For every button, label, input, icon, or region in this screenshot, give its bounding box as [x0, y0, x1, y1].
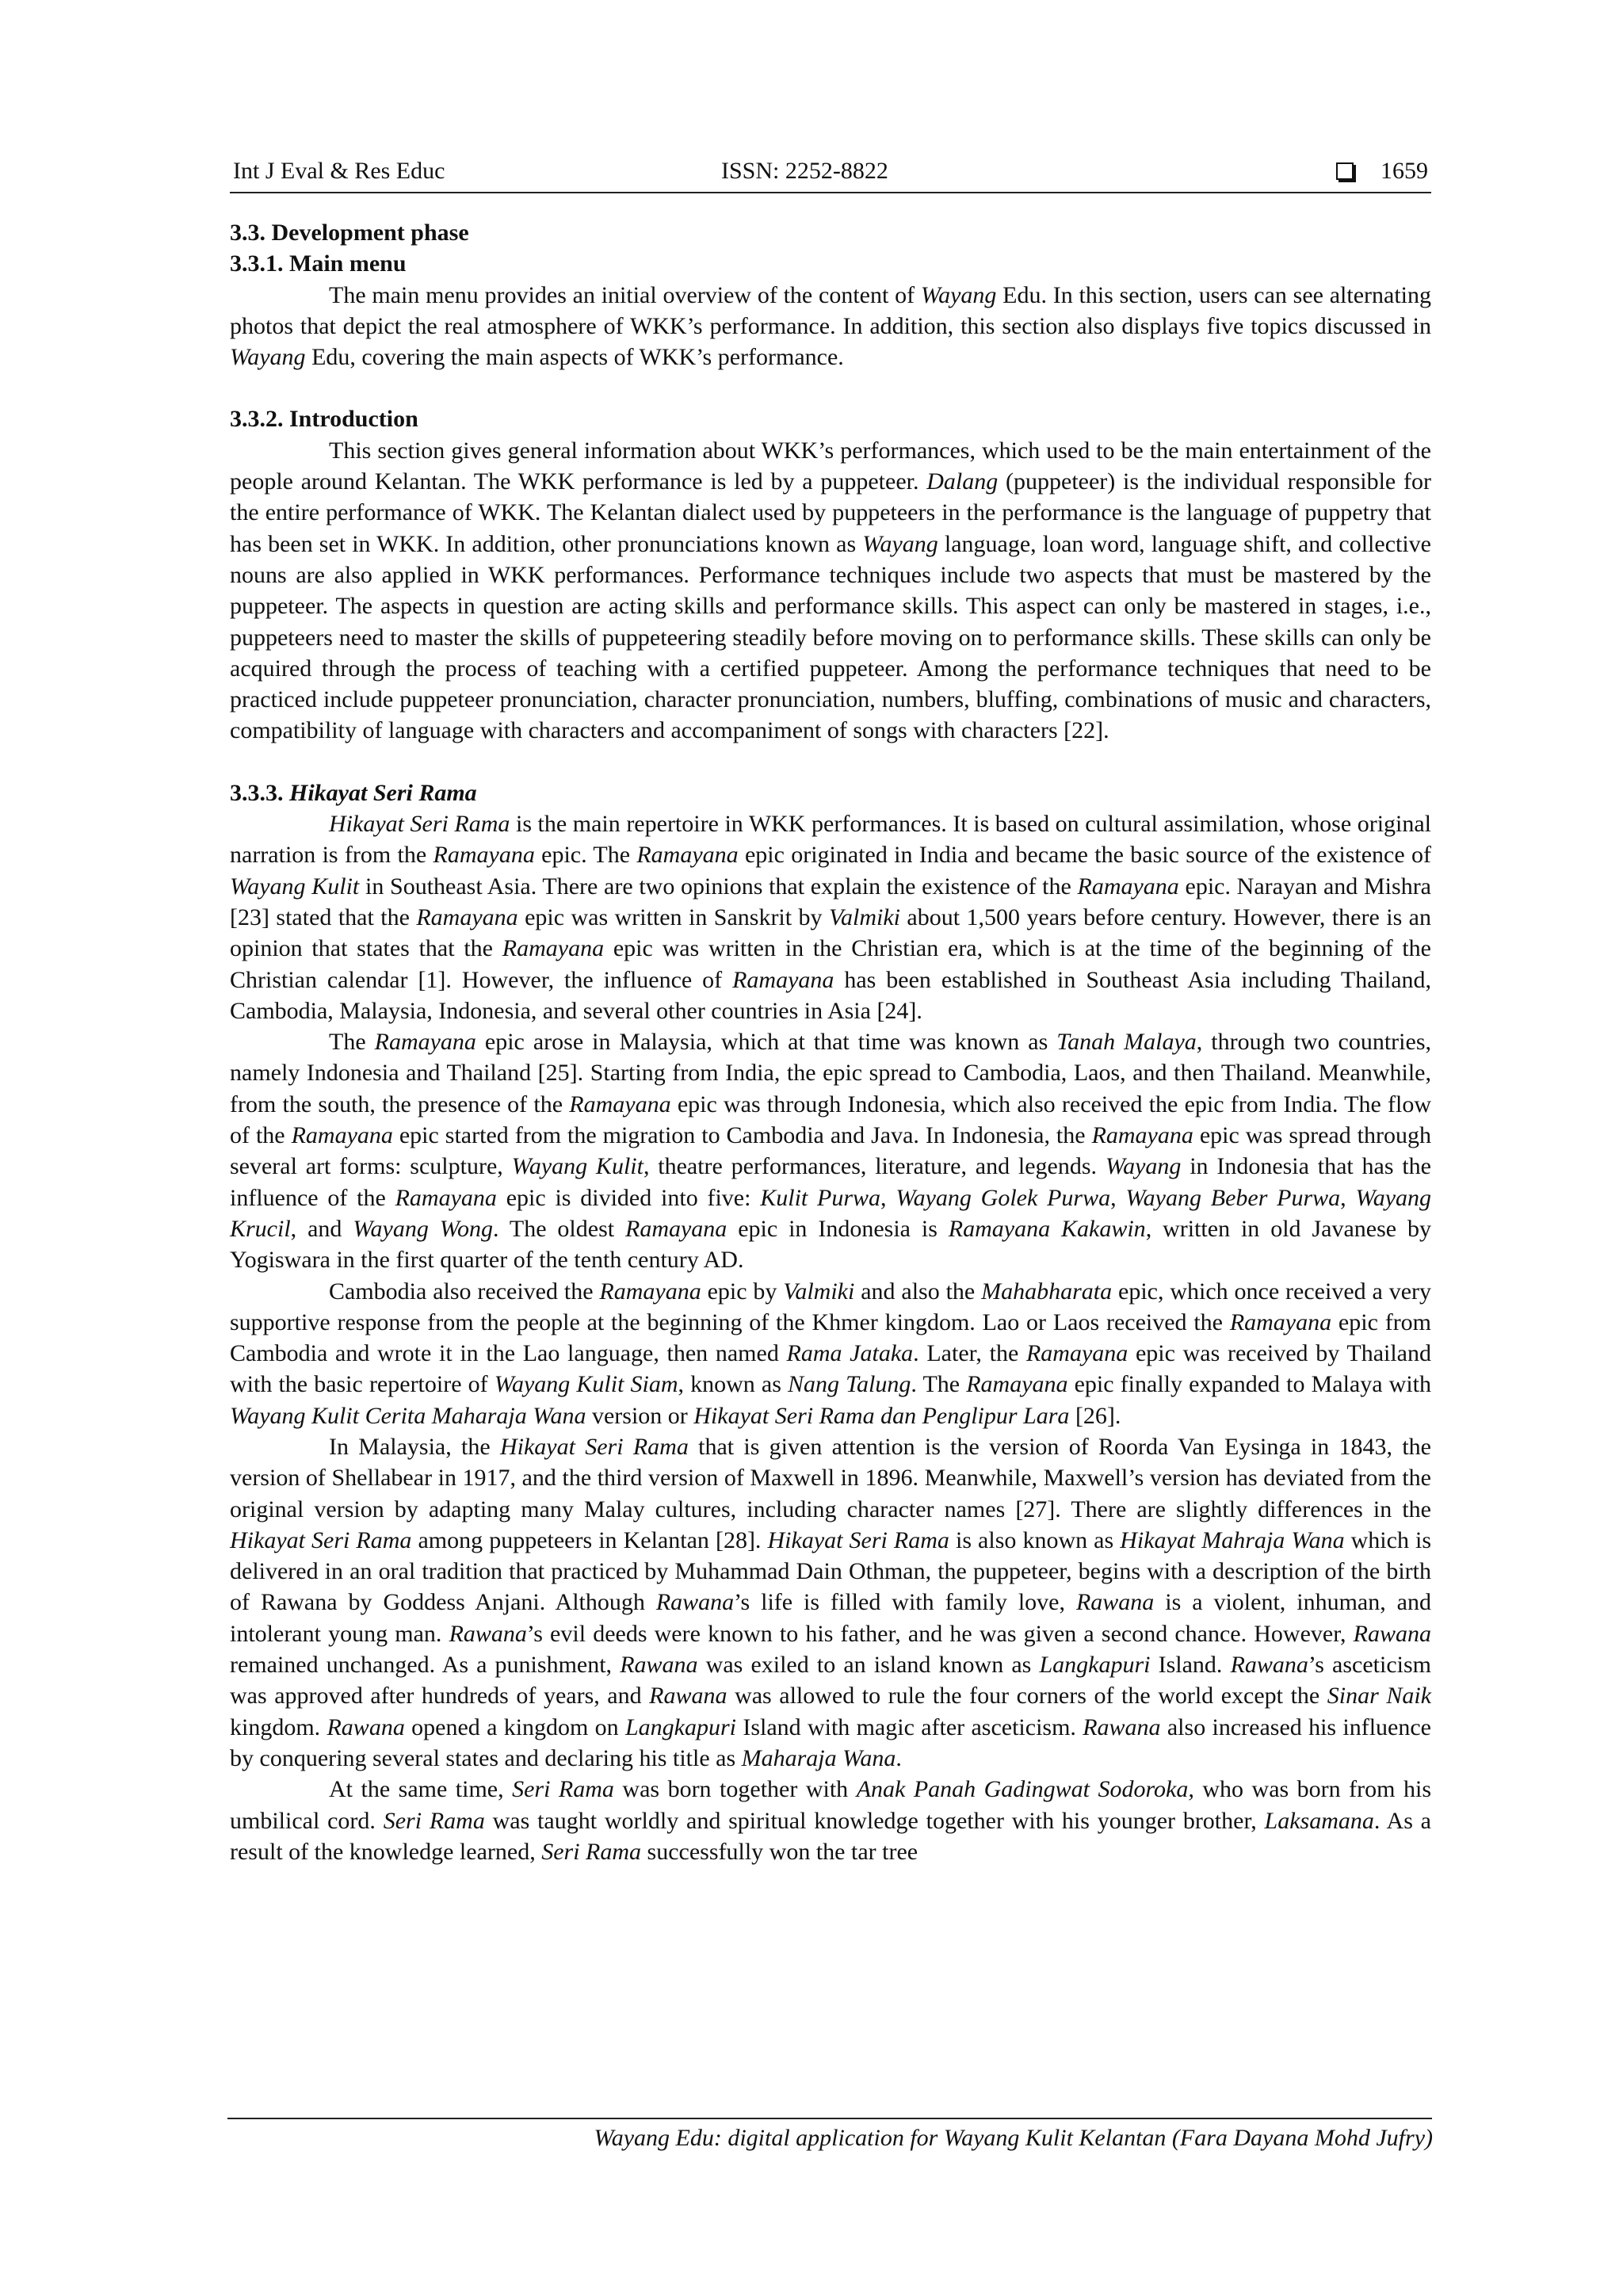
- text-run: Cambodia also received the: [329, 1278, 600, 1305]
- italic-term: Ramayana: [569, 1091, 671, 1117]
- text-run: .: [896, 1744, 902, 1771]
- italic-term: Hikayat Seri Rama: [499, 1433, 689, 1460]
- italic-term: Wayang: [920, 281, 997, 308]
- italic-term: Wayang: [1105, 1153, 1182, 1180]
- italic-term: Rawana: [1075, 1589, 1155, 1616]
- italic-term: Seri Rama: [383, 1807, 485, 1834]
- issn: ISSN: 2252-8822: [721, 158, 888, 184]
- italic-term: Wayang Beber Purwa: [1125, 1184, 1341, 1211]
- heading-title: Hikayat Seri Rama: [289, 779, 477, 806]
- text-run: epic, which once received a very supportive response from the people at the beginning of the Khmer kingdom. Lao or Laos received the: [230, 1278, 1432, 1335]
- italic-term: Wayang Krucil: [230, 1184, 1432, 1242]
- italic-term: Ramayana: [1229, 1308, 1332, 1335]
- text-run: who was born from his umbilical cord.: [230, 1776, 1431, 1834]
- italic-term: Laksamana: [1264, 1807, 1374, 1834]
- italic-term: Wayang Wong: [353, 1215, 494, 1242]
- italic-term: Wayang: [862, 530, 938, 557]
- italic-term: Ramayana: [395, 1184, 497, 1211]
- text-run: remained unchanged. As a punishment,: [230, 1652, 621, 1679]
- italic-term: Ramayana: [625, 1215, 727, 1242]
- text-run: kingdom.: [230, 1713, 327, 1740]
- text-run: was born together with: [613, 1776, 857, 1803]
- italic-term: Rawana: [649, 1683, 727, 1710]
- heading-number: 3.3.3.: [230, 779, 289, 806]
- journal-name: Int J Eval & Res Educ: [233, 158, 445, 184]
- text-run: epic. The: [534, 842, 637, 869]
- text-run: opened a kingdom on: [404, 1713, 625, 1740]
- italic-term: Rawana: [1353, 1620, 1431, 1647]
- text-run: . Later, the: [913, 1340, 1026, 1367]
- text-run: This section gives general information about WKK’s performances, which used to be the main entertainment of the people around Kelantan. The WKK performance is led by a puppeteer.: [230, 437, 1431, 495]
- italic-term: Maharaja Wana: [741, 1744, 896, 1771]
- text-run: has been established in Southeast Asia including Thailand, Cambodia, Malaysia, Indonesia, and several other countries in Asia [24].: [230, 966, 1432, 1024]
- italic-term: Sinar Naik: [1327, 1683, 1432, 1710]
- italic-term: Ramayana: [599, 1278, 701, 1305]
- text-run: ,: [1110, 1184, 1126, 1211]
- section-heading-hikayat-seri-rama: [230, 777, 1431, 808]
- text-run: epic was written in Sanskrit by: [517, 904, 829, 930]
- text-run: was allowed to rule the four corners of the world except the: [727, 1683, 1327, 1710]
- text-run: Edu, covering the main aspects of WKK’s performance.: [305, 344, 844, 371]
- text-run: epic originated in India and became the basic source of the existence of: [738, 842, 1431, 869]
- text-run: was taught worldly and spiritual knowledge together with his younger brother,: [484, 1807, 1265, 1834]
- italic-term: Hikayat Seri Rama: [230, 1526, 412, 1553]
- running-header: [230, 155, 1431, 193]
- section-heading-development-phase: 3.3. Development phase: [230, 220, 469, 246]
- italic-term: Rawana: [1230, 1652, 1308, 1679]
- text-run: ’s asceticism was approved after hundreds of years, and: [230, 1652, 1431, 1710]
- text-run: ’s evil deeds were known to his father, and he was given a second chance. However,: [526, 1620, 1354, 1647]
- italic-term: Ramayana: [1025, 1340, 1128, 1367]
- italic-term: Ramayana: [732, 966, 834, 993]
- text-run: about 1,500 years before century. However, there is an opinion that states that the: [230, 904, 1431, 962]
- text-run: ’s life is filled with family love,: [734, 1589, 1076, 1616]
- text-run: epic by: [701, 1278, 784, 1305]
- italic-term: Hikayat Mahraja Wana: [1120, 1526, 1345, 1553]
- text-run: epic was received by Thailand with the basic repertoire of: [230, 1340, 1431, 1398]
- italic-term: Rawana: [1083, 1713, 1161, 1740]
- text-run: , through two countries, namely Indonesia and Thailand [25]. Starting from India, the epic spread to Cambodia, Laos, and then Thailand. Meanwhile, from the south, the presence of the: [230, 1029, 1432, 1117]
- italic-term: Langkapuri: [1039, 1652, 1151, 1679]
- article-body: [230, 217, 1431, 1867]
- italic-term: Rawana: [620, 1652, 698, 1679]
- text-run: which is delivered in an oral tradition that practiced by Muhammad Dain Othman, the puppeteer, begins with a description of the birth of Rawana by Goddess Anjani. Although: [230, 1526, 1432, 1616]
- section-heading-introduction: 3.3.2. Introduction: [230, 406, 418, 433]
- text-run: , known as: [678, 1371, 788, 1398]
- section-heading-main-menu: 3.3.1. Main menu: [230, 250, 407, 277]
- italic-term: Ramayana: [1091, 1122, 1193, 1149]
- text-run: epic from Cambodia and wrote it in the Lao language, then named: [230, 1308, 1432, 1367]
- text-run: is a violent, inhuman, and intolerant young man.: [230, 1589, 1431, 1647]
- italic-term: Mahabharata: [981, 1278, 1113, 1305]
- text-run: . The oldest: [493, 1215, 625, 1242]
- italic-term: Hikayat Seri Rama: [329, 811, 510, 838]
- text-run: ,: [1340, 1184, 1356, 1211]
- text-run: , theatre performances, literature, and legends.: [643, 1153, 1106, 1180]
- italic-term: Wayang Kulit Siam: [494, 1371, 678, 1398]
- italic-term: Kulit Purwa: [760, 1184, 881, 1211]
- italic-term: Rawana: [655, 1589, 735, 1616]
- text-run: Island with magic after asceticism.: [736, 1713, 1083, 1740]
- square-box-icon: [1336, 162, 1354, 180]
- italic-term: Hikayat Seri Rama: [767, 1526, 949, 1553]
- text-run: epic in Indonesia is: [727, 1215, 949, 1242]
- text-run: in Indonesia that has the influence of the: [230, 1153, 1431, 1211]
- page: [230, 155, 1431, 1867]
- italic-term: Wayang Golek Purwa: [896, 1184, 1111, 1211]
- italic-term: Ramayana: [966, 1371, 1068, 1398]
- paragraph-hikayat-5: [230, 1774, 1431, 1867]
- italic-term: Ramayana: [502, 935, 605, 962]
- page-number: 1659: [1381, 158, 1428, 184]
- italic-term: Wayang: [230, 344, 306, 371]
- italic-term: Rama Jataka: [786, 1340, 914, 1367]
- text-run: successfully won the tar tree: [641, 1838, 918, 1865]
- italic-term: Ramayana: [636, 842, 739, 869]
- italic-term: Ramayana: [433, 842, 535, 869]
- text-run: among puppeteers in Kelantan [28].: [411, 1526, 768, 1553]
- italic-term: Seri Rama: [541, 1838, 642, 1865]
- text-run: is the main repertoire in WKK performances. It is based on cultural assimilation, whose original narration is from the: [230, 811, 1432, 869]
- text-run: version or: [586, 1402, 694, 1429]
- text-run: epic finally expanded to Malaya with: [1067, 1371, 1431, 1398]
- text-run: and also the: [854, 1278, 982, 1305]
- text-run: epic. Narayan and Mishra [23] stated that the: [230, 873, 1431, 930]
- italic-term: Langkapuri: [625, 1713, 737, 1740]
- text-run: epic was spread through several art forms: sculpture,: [230, 1122, 1431, 1180]
- italic-term: Anak Panah Gadingwat Sodoroka,: [856, 1776, 1194, 1803]
- text-run: . As a result of the knowledge learned,: [230, 1807, 1431, 1865]
- text-run: The main menu provides an initial overview of the content of: [329, 281, 921, 308]
- paragraph-hikayat-2: [230, 1026, 1431, 1275]
- paragraph-hikayat-3: [230, 1276, 1431, 1431]
- paragraph-introduction: [230, 435, 1431, 747]
- text-run: ,: [880, 1184, 896, 1211]
- italic-term: Nang Talung: [788, 1371, 911, 1398]
- italic-term: Wayang Kulit: [230, 873, 360, 900]
- italic-term: Ramayana: [416, 904, 518, 930]
- italic-term: Ramayana: [291, 1122, 393, 1149]
- italic-term: Ramayana: [1077, 873, 1179, 900]
- italic-term: Wayang Kulit Cerita Maharaja Wana: [230, 1402, 586, 1429]
- text-run: epic arose in Malaysia, which at that time was known as: [475, 1029, 1057, 1056]
- text-run: Edu. In this section, users can see alternating photos that depict the real atmosphere of WKK’s performance. In addition, this section also displays five topics discussed in: [230, 281, 1431, 339]
- paragraph-hikayat-1: [230, 808, 1431, 1026]
- text-run: epic was through Indonesia, which also received the epic from India. The flow of the: [230, 1091, 1431, 1149]
- paragraph-main-menu: [230, 280, 1431, 373]
- text-run: was exiled to an island known as: [697, 1652, 1040, 1679]
- italic-term: Hikayat Seri Rama dan Penglipur Lara: [693, 1402, 1070, 1429]
- italic-term: Ramayana: [374, 1029, 476, 1056]
- text-run: is also known as: [949, 1526, 1121, 1553]
- italic-term: Rawana: [327, 1713, 405, 1740]
- italic-term: Valmiki: [783, 1278, 855, 1305]
- italic-term: Dalang: [926, 468, 999, 495]
- text-run: epic is divided into five:: [496, 1184, 761, 1211]
- text-run: , written in old Javanese by Yogiswara in the first quarter of the tenth century AD.: [230, 1215, 1431, 1274]
- text-run: epic started from the migration to Cambodia and Java. In Indonesia, the: [392, 1122, 1092, 1149]
- text-run: (puppeteer) is the individual responsible for the entire performance of WKK. The Kelantan dialect used by puppeteers in the performance is the language of puppetry that has been set in WKK. In addition, other pronunciations known as: [230, 468, 1431, 557]
- paragraph-hikayat-4: [230, 1431, 1431, 1774]
- italic-term: Wayang Kulit: [511, 1153, 643, 1180]
- text-run: At the same time,: [329, 1776, 513, 1803]
- text-run: that is given attention is the version of Roorda Van Eysinga in 1843, the version of Shellabear in 1917, and the third version of Maxwell in 1896. Meanwhile, Maxwell’s version has deviated from the original version by adapting many Malay cultures, including character names [27]. There are slightly differences in the: [230, 1433, 1431, 1522]
- italic-term: Ramayana Kakawin: [948, 1215, 1146, 1242]
- footer-rule: [227, 2118, 1432, 2119]
- italic-term: Rawana: [449, 1620, 527, 1647]
- italic-term: Valmiki: [828, 904, 900, 930]
- footer-running-title: Wayang Edu: digital application for Wayang Kulit Kelantan (Fara Dayana Mohd Jufry): [594, 2125, 1433, 2151]
- text-run: in Southeast Asia. There are two opinions that explain the existence of the: [359, 873, 1078, 900]
- italic-term: Seri Rama: [512, 1776, 614, 1803]
- text-run: [26].: [1069, 1402, 1121, 1429]
- page-number-group: [1336, 155, 1428, 187]
- text-run: The: [329, 1029, 375, 1056]
- text-run: . The: [911, 1371, 967, 1398]
- text-run: Island.: [1150, 1652, 1231, 1679]
- italic-term: Tanah Malaya: [1056, 1029, 1197, 1056]
- text-run: epic was written in the Christian era, which is at the time of the beginning of the Christian calendar [1]. However, the influence of: [230, 935, 1431, 993]
- text-run: language, loan word, language shift, and collective nouns are also applied in WKK performances. Performance techniques include two aspects that must be mastered by the puppeteer. The aspects in question are acting skills and performance skills. This aspect can only be mastered in stages, i.e., puppeteers need to master the skills of puppeteering steadily before moving on to performance skills. These skills can only be acquired through the process of teaching with a certified puppeteer. Among the performance techniques that need to be practiced include puppeteer pronunciation, character pronunciation, numbers, bluffing, combinations of music and characters, compatibility of language with characters and accompaniment of songs with characters [22].: [230, 530, 1431, 744]
- text-run: , and: [290, 1215, 353, 1242]
- text-run: also increased his influence by conquering several states and declaring his title as: [230, 1713, 1431, 1771]
- text-run: In Malaysia, the: [329, 1433, 500, 1460]
